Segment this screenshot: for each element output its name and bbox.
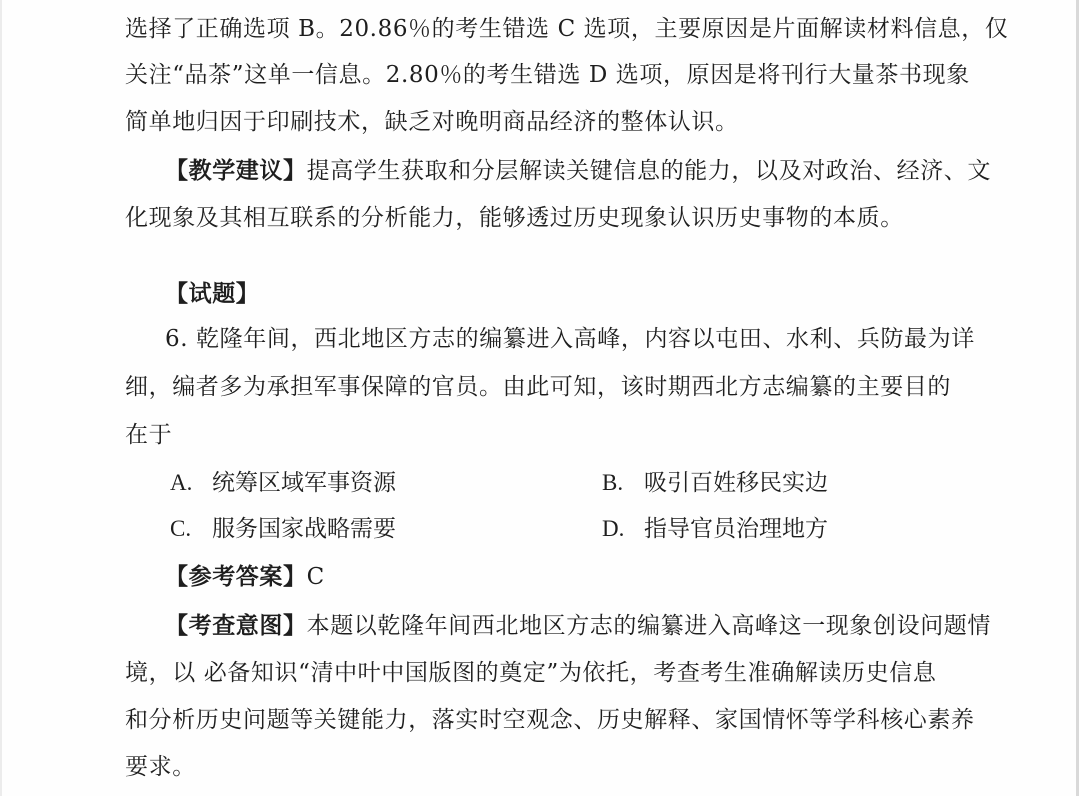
option-letter: B. xyxy=(602,470,624,495)
answer-value: C xyxy=(306,564,325,590)
intent-label: 【考查意图】 xyxy=(165,612,307,639)
intent-text: 本题以乾隆年间西北地区方志的编纂进入高峰这一现象创设问题情 xyxy=(306,613,992,639)
intent-line: 和分析历史问题等关键能力，落实时空观念、历史解释、家国情怀等学科核心素养 xyxy=(125,707,975,733)
option-text: 服务国家战略需要 xyxy=(212,516,396,542)
intent-paragraph xyxy=(165,611,991,641)
option-text: 吸引百姓移民实边 xyxy=(644,470,828,496)
answer-line xyxy=(165,562,325,592)
teaching-suggestion-label: 【教学建议】 xyxy=(165,157,307,184)
teaching-suggestion-paragraph xyxy=(165,156,991,186)
intent-line: 境，以 必备知识“清中叶中国版图的奠定”为依托，考查考生准确解读历史信息 xyxy=(125,660,937,686)
teaching-suggestion-text: 提高学生获取和分层解读关键信息的能力，以及对政治、经济、文 xyxy=(306,158,992,184)
option-letter: A. xyxy=(170,470,193,495)
option-text: 统筹区域军事资源 xyxy=(212,470,396,496)
question-section-label: 【试题】 xyxy=(165,280,260,307)
option-c xyxy=(170,514,396,544)
answer-label: 【参考答案】 xyxy=(165,563,307,590)
option-d xyxy=(602,514,828,544)
teaching-suggestion-line: 化现象及其相互联系的分析能力，能够透过历史现象认识历史事物的本质。 xyxy=(125,205,904,231)
option-letter: C. xyxy=(170,516,192,541)
question-stem-line: 细，编者多为承担军事保障的官员。由此可知，该时期西北方志编纂的主要目的 xyxy=(125,374,951,400)
option-letter: D. xyxy=(602,516,625,541)
option-text: 指导官员治理地方 xyxy=(644,516,828,542)
option-b xyxy=(602,468,828,498)
intent-line: 要求。 xyxy=(125,754,196,780)
analysis-line: 简单地归因于印刷技术，缺乏对晚明商品经济的整体认识。 xyxy=(125,109,739,135)
option-a xyxy=(170,468,396,498)
analysis-line: 关注“品茶”这单一信息。2.80％的考生错选 D 选项，原因是将刊行大量茶书现象 xyxy=(125,62,970,88)
question-stem-line: 6. 乾隆年间，西北地区方志的编纂进入高峰，内容以屯田、水利、兵防最为详 xyxy=(165,326,975,352)
question-stem-line: 在于 xyxy=(125,422,173,448)
analysis-line: 选择了正确选项 B。20.86％的考生错选 C 选项，主要原因是片面解读材料信息，仅 xyxy=(125,16,1009,42)
